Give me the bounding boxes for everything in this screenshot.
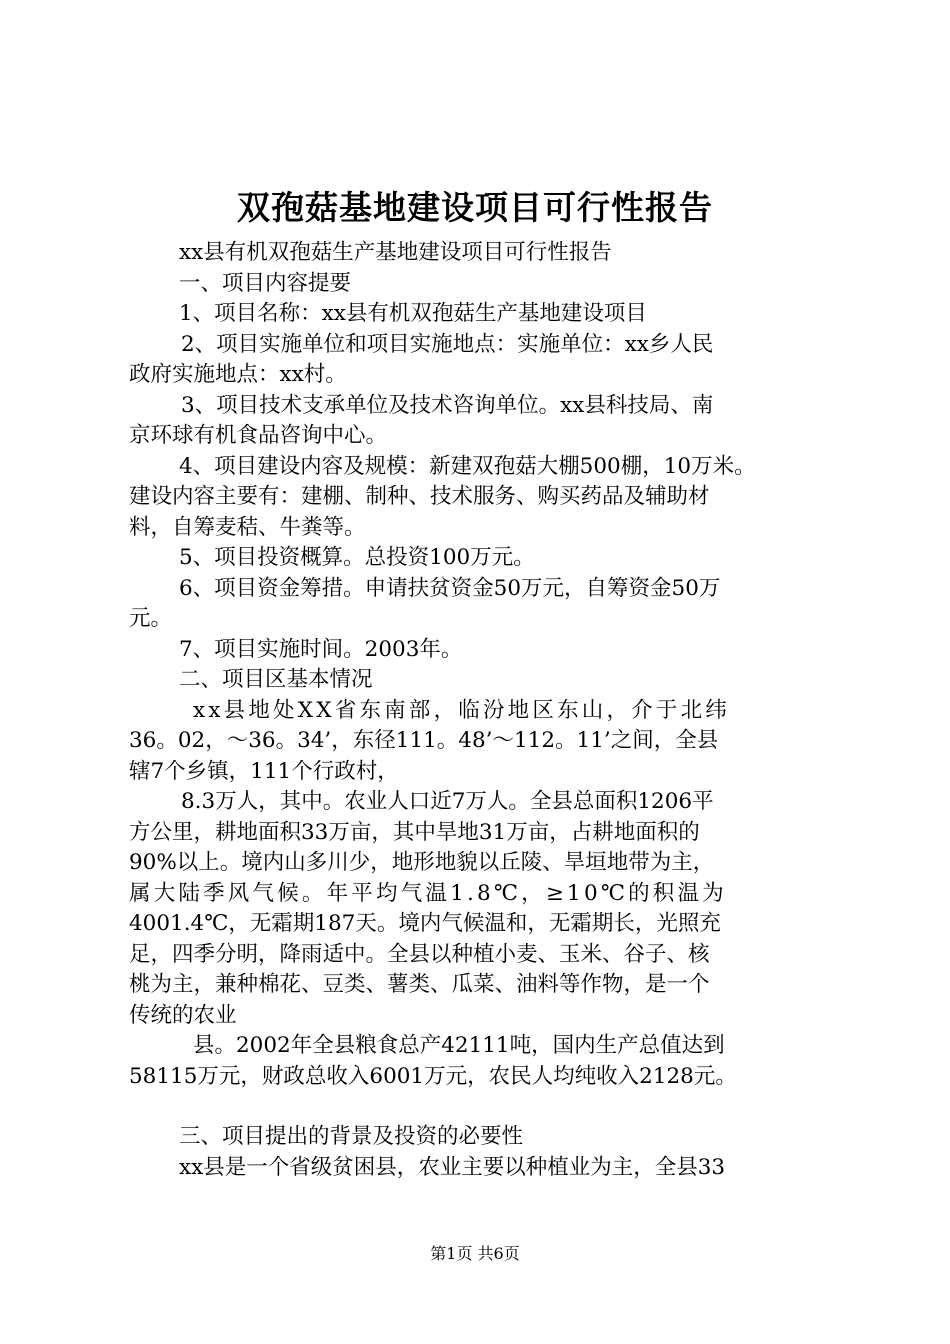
body-line: 料，自筹麦秸、牛粪等。 — [129, 514, 366, 540]
body-line: 7、项目实施时间。2003年。 — [179, 636, 463, 662]
body-line: 3、项目技术支承单位及技术咨询单位。xx县科技局、南 — [181, 392, 714, 418]
body-line: 4、项目建设内容及规模：新建双孢菇大棚500棚，10万米。 — [179, 453, 756, 479]
body-line: xx县有机双孢菇生产基地建设项目可行性报告 — [179, 240, 612, 265]
body-line: 政府实施地点：xx村。 — [129, 362, 347, 387]
paragraph-gap — [129, 1092, 833, 1122]
section-heading: 二、项目区基本情况 — [179, 667, 373, 692]
body-line: 足，四季分明，降雨适中。全县以种植小麦、玉米、谷子、核 — [129, 941, 710, 967]
body-line: 58115万元，财政总收入6001万元，农民人均纯收入2128元。 — [129, 1063, 737, 1089]
body-line: 建设内容主要有：建棚、制种、技术服务、购买药品及辅助材 — [129, 484, 710, 509]
body-line: 传统的农业 — [129, 1002, 237, 1028]
document-title: 双孢菇基地建设项目可行性报告 — [237, 188, 713, 227]
body-line: 36。02，～36。34’，东径111。48’～112。11’之间，全县 — [129, 728, 719, 753]
body-line: 8.3万人，其中。农业人口近7万人。全县总面积1206平 — [181, 789, 714, 814]
body-line: 6、项目资金筹措。申请扶贫资金50万元，自筹资金50万 — [179, 575, 721, 601]
body-line: 县。2002年全县粮食总产42111吨，国内生产总值达到 — [193, 1033, 725, 1058]
body-line: xx县地处XX省东南部，临汾地区东山，介于北纬 — [193, 697, 730, 723]
document-body — [129, 238, 833, 1183]
body-line: 辖7个乡镇，111个行政村， — [129, 758, 399, 784]
body-line: 2、项目实施单位和项目实施地点：实施单位：xx乡人民 — [181, 331, 714, 357]
body-line: 桃为主，兼种棉花、豆类、薯类、瓜菜、油料等作物，是一个 — [129, 972, 710, 997]
body-line: 1、项目名称：xx县有机双孢菇生产基地建设项目 — [179, 301, 647, 326]
body-line: xx县是一个省级贫困县，农业主要以种植业为主，全县33 — [179, 1154, 726, 1180]
section-heading: 一、项目内容提要 — [179, 270, 352, 296]
body-line: 90%以上。境内山多川少，地形地貌以丘陵、旱垣地带为主， — [129, 850, 715, 875]
body-line: 属大陆季风气候。年平均气温1.8℃，≥10℃的积温为 — [129, 880, 727, 906]
body-line: 元。 — [129, 606, 173, 631]
section-heading: 三、项目提出的背景及投资的必要性 — [179, 1124, 524, 1149]
body-line: 5、项目投资概算。总投资100万元。 — [179, 545, 535, 570]
page-footer: 第1页 共6页 — [430, 1244, 520, 1263]
body-line: 4001.4℃，无霜期187天。境内气候温和，无霜期长，光照充 — [129, 911, 721, 936]
body-line: 方公里，耕地面积33万亩，其中旱地31万亩，占耕地面积的 — [129, 819, 700, 845]
body-line: 京环球有机食品咨询中心。 — [129, 423, 388, 448]
